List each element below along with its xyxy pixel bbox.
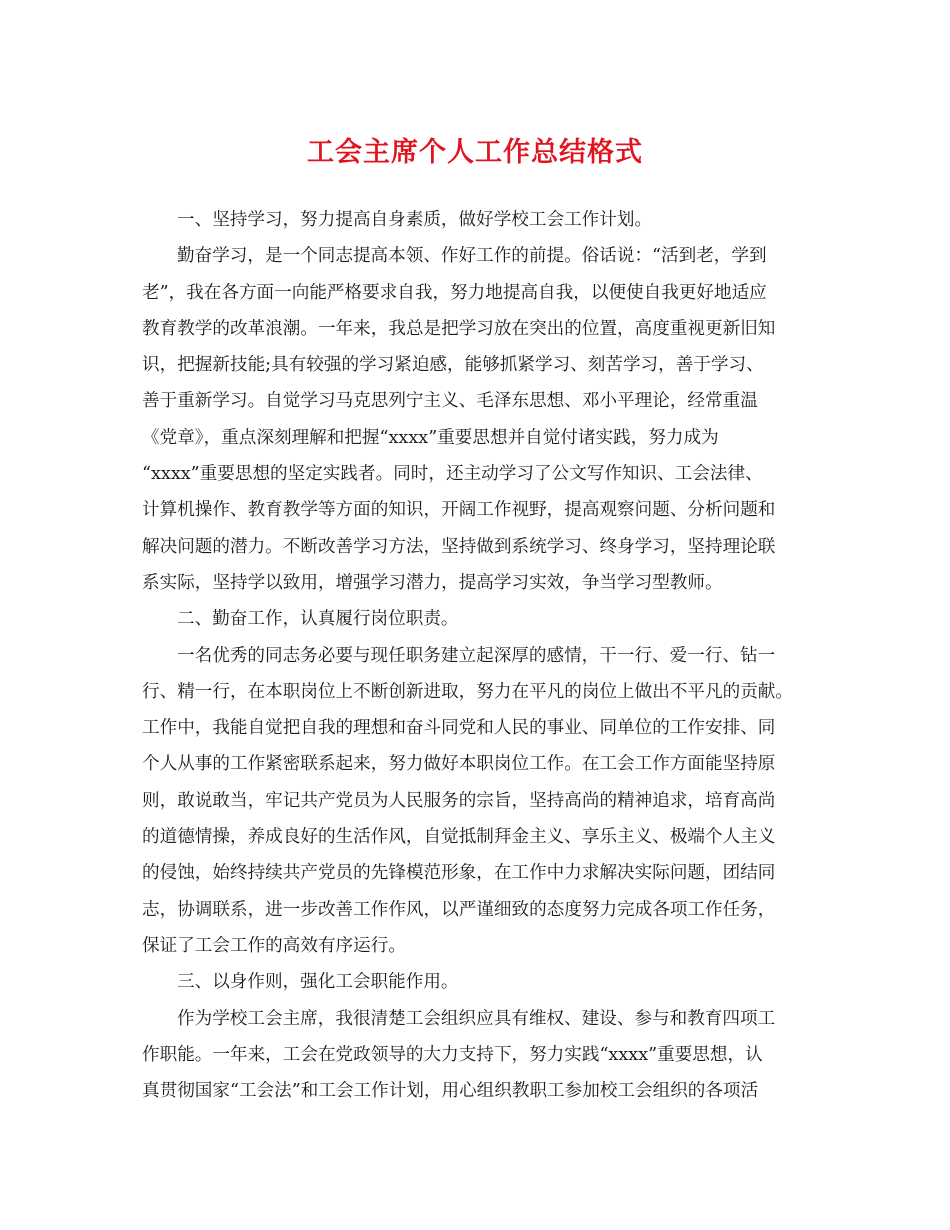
text-line: 解决问题的潜力。不断改善学习方法，坚持做到系统学习、终身学习，坚持理论联	[142, 536, 776, 557]
text-line: 《党章》，重点深刻理解和把握“xxxx”重要思想并自觉付诸实践，努力成为	[142, 427, 719, 448]
text-line: 作职能。一年来，工会在党政领导的大力支持下，努力实践“xxxx”重要思想，认	[142, 1044, 763, 1065]
text-line: 个人从事的工作紧密联系起来，努力做好本职岗位工作。在工会工作方面能坚持原	[142, 754, 776, 775]
text-line: 善于重新学习。自觉学习马克思列宁主义、毛泽东思想、邓小平理论，经常重温	[142, 391, 758, 412]
text-line: 作为学校工会主席，我很清楚工会组织应具有维权、建设、参与和教育四项工	[177, 1008, 776, 1029]
text-line: 系实际，坚持学以致用，增强学习潜力，提高学习实效，争当学习型教师。	[142, 572, 723, 593]
text-line: 的侵蚀，始终持续共产党员的先锋模范形象，在工作中力求解决实际问题，团结同	[142, 863, 776, 884]
text-line: 的道德情操，养成良好的生活作风，自觉抵制拜金主义、享乐主义、极端个人主义	[142, 827, 776, 848]
text-line: 行、精一行，在本职岗位上不断创新进取，努力在平凡的岗位上做出不平凡的贡献。	[142, 681, 793, 702]
document-body	[142, 202, 814, 1109]
text-line: 工作中，我能自觉把自我的理想和奋斗同党和人民的事业、同单位的工作安排、同	[142, 718, 776, 739]
text-line: 则，敢说敢当，牢记共产党员为人民服务的宗旨，坚持高尚的精神追求，培育高尚	[142, 790, 776, 811]
text-line: 保证了工会工作的高效有序运行。	[142, 935, 406, 956]
text-line: 真贯彻国家“工会法”和工会工作计划，用心组织教职工参加校工会组织的各项活	[142, 1081, 759, 1102]
text-line: 老”，我在各方面一向能严格要求自我，努力地提高自我，以便使自我更好地适应	[142, 282, 767, 303]
text-line: 教育教学的改革浪潮。一年来，我总是把学习放在突出的位置，高度重视更新旧知	[142, 318, 776, 339]
text-line: “xxxx”重要思想的坚定实践者。同时，还主动学习了公文写作知识、工会法律、	[142, 464, 763, 485]
text-line: 勤奋学习，是一个同志提高本领、作好工作的前提。俗话说：“活到老，学到	[177, 246, 767, 267]
text-line: 志，协调联系，进一步改善工作作风，以严谨细致的态度努力完成各项工作任务，	[142, 899, 776, 920]
text-line: 计算机操作、教育教学等方面的知识，开阔工作视野，提高观察问题、分析问题和	[142, 500, 776, 521]
text-line: 二、勤奋工作，认真履行岗位职责。	[177, 609, 459, 630]
text-line: 一、坚持学习，努力提高自身素质，做好学校工会工作计划。	[177, 210, 653, 230]
text-line: 一名优秀的同志务必要与现任职务建立起深厚的感情，干一行、爱一行、钻一	[177, 645, 776, 666]
text-line: 识，把握新技能;具有较强的学习紧迫感，能够抓紧学习、刻苦学习，善于学习、	[142, 355, 764, 376]
text-line: 三、以身作则，强化工会职能作用。	[177, 972, 459, 993]
document-title: 工会主席个人工作总结格式	[307, 137, 643, 168]
